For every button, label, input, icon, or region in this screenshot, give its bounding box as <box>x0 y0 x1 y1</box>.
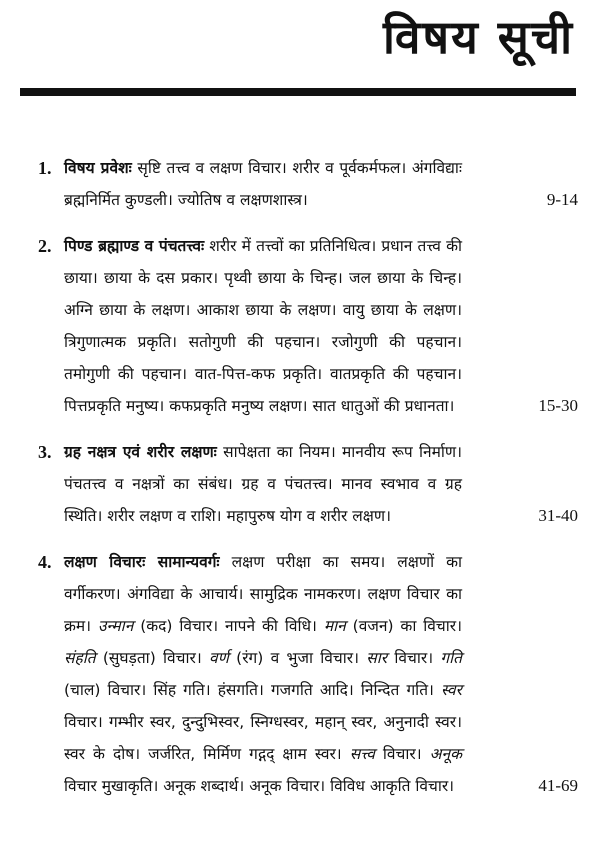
italic-term: गति <box>440 649 462 667</box>
entry-pages: 31-40 <box>538 506 578 525</box>
entry-body <box>64 546 462 802</box>
page-title <box>383 10 574 64</box>
table-of-contents <box>0 152 600 816</box>
entry-body <box>64 230 462 422</box>
italic-term: उन्मान <box>97 617 134 635</box>
italic-term: वर्ण <box>209 649 229 667</box>
entry-text: सापेक्षता का नियम। मानवीय रूप निर्माण। पंचतत्त्व व नक्षत्रों का संबंध। ग्रह व पंचतत्त्व। मानव स्वभाव व ग्रह स्थिति। शरीर लक्षण व राशि। महापुरुष योग व शरीर लक्षण। <box>64 443 462 525</box>
italic-term: मान <box>323 617 346 635</box>
toc-entry-4 <box>0 546 600 802</box>
toc-entry-3 <box>0 436 600 532</box>
entry-heading: लक्षण विचारः सामान्यवर्गः <box>64 553 220 571</box>
entry-number: 4. <box>38 552 52 572</box>
entry-number: 1. <box>38 158 52 178</box>
title-word-2: सूची <box>497 10 574 64</box>
entry-heading: पिण्ड ब्रह्माण्ड व पंचतत्त्वः <box>64 237 205 255</box>
entry-pages: 41-69 <box>538 776 578 795</box>
title-rule <box>20 88 576 96</box>
entry-number: 3. <box>38 442 52 462</box>
entry-pages: 9-14 <box>546 190 578 209</box>
entry-body <box>64 152 462 216</box>
entry-heading: ग्रह नक्षत्र एवं शरीर लक्षणः <box>64 443 217 461</box>
italic-term: संहति <box>64 649 96 667</box>
entry-body <box>64 436 462 532</box>
entry-number: 2. <box>38 236 52 256</box>
entry-heading: विषय प्रवेशः <box>64 159 132 177</box>
italic-term: सत्त्व <box>349 745 375 763</box>
entry-text: सृष्टि तत्त्व व लक्षण विचार। शरीर व पूर्वकर्मफल। अंगविद्याः ब्रह्मनिर्मित कुण्डली। ज्योतिष व लक्षणशास्त्र। <box>64 159 462 209</box>
title-word-1: विषय <box>383 10 480 64</box>
italic-term: सार <box>366 649 388 667</box>
toc-entry-1 <box>0 152 600 216</box>
toc-entry-2 <box>0 230 600 422</box>
entry-text: शरीर में तत्त्वों का प्रतिनिधित्व। प्रधान तत्त्व की छाया। छाया के दस प्रकार। पृथ्वी छाया के चिन्ह। जल छाया के चिन्ह। अग्नि छाया के लक्षण। आकाश छाया के लक्षण। वायु छाया के लक्षण। त्रिगुणात्मक प्रकृति। सतोगुणी की पहचान। रजोगुणी की पहचान। तमोगुणी की पहचान। वात-पित्त-कफ प्रकृति। वातप्रकृति की पहचान। पित्तप्रकृति मनुष्य। कफप्रकृति मनुष्य लक्षण। सात धातुओं की प्रधानता। <box>64 237 462 415</box>
entry-pages: 15-30 <box>538 396 578 415</box>
entry-text: लक्षण परीक्षा का समय। लक्षणों का वर्गीकरण। अंगविद्या के आचार्य। सामुद्रिक नामकरण। लक्षण विचार का क्रम। उन्मान (कद) विचार। नापने की विधि। मान (वजन) का विचार। संहति (सुघड़ता) विचार। वर्ण (रंग) व भुजा विचार। सार विचार। गति (चाल) विचार। सिंह गति। हंसगति। गजगति आदि। निन्दित गति। स्वर विचार। गम्भीर स्वर, दुन्दुभिस्वर, स्निग्धस्वर, महान् स्वर, अनुनादी स्वर। स्वर के दोष। जर्जरित, मिर्मिण गद्गद् क्षाम स्वर। सत्त्व विचार। अनूक विचार मुखाकृति। अनूक शब्दार्थ। अनूक विचार। विविध आकृति विचार। <box>64 553 463 795</box>
italic-term: स्वर <box>441 681 462 699</box>
italic-term: अनूक <box>429 745 462 763</box>
